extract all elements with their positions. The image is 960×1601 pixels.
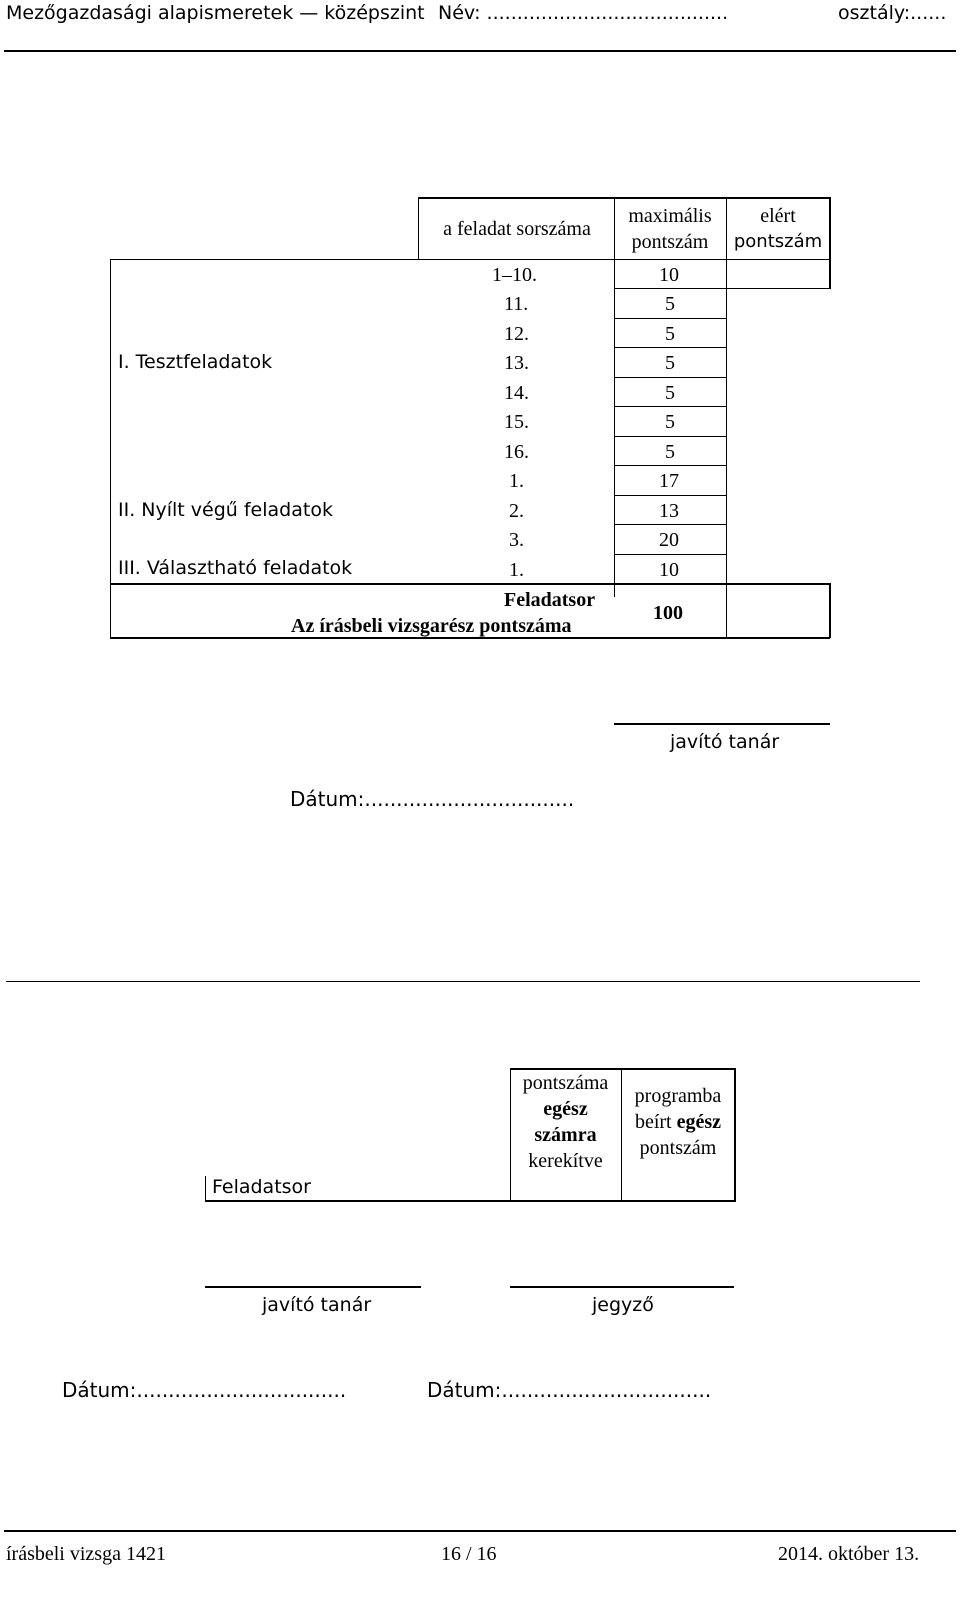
rounded-score-header-2: egész: [543, 1098, 588, 1120]
entered-score-header-2a: beírt: [634, 1111, 672, 1133]
group-label-tests: I. Tesztfeladatok: [118, 351, 273, 373]
task-number: 2.: [509, 500, 524, 522]
col-max-points-1: maximális: [628, 205, 712, 227]
col-achieved-1: elért: [760, 205, 796, 227]
max-points: 5: [665, 411, 675, 433]
header-rule: [4, 50, 956, 52]
grader-signature-label: javító tanár: [670, 731, 780, 753]
section-separator: [6, 981, 920, 982]
max-points: 5: [665, 323, 675, 345]
max-points: 5: [665, 293, 675, 315]
task-number: 13.: [504, 352, 529, 374]
task-number: 1–10.: [492, 264, 537, 286]
notary-signature-label: jegyző: [592, 1294, 654, 1316]
entered-score-header-3: pontszám: [639, 1137, 717, 1159]
second-table-row-label: Feladatsor: [212, 1176, 311, 1198]
header-subject: Mezőgazdasági alapismeretek — középszint: [6, 2, 425, 24]
task-number: 15.: [504, 411, 529, 433]
task-number: 14.: [504, 382, 529, 404]
max-points: 10: [659, 559, 679, 581]
grader-signature-line: [614, 723, 830, 725]
task-number: 11.: [504, 293, 529, 315]
date-field-1: Dátum:.................................: [290, 787, 575, 811]
footer-exam: írásbeli vizsga 1421: [6, 1543, 166, 1565]
max-points: 10: [659, 264, 679, 286]
task-number: 1.: [509, 470, 524, 492]
entered-score-header-2b: egész: [676, 1111, 722, 1133]
group-label-open-tasks: II. Nyílt végű feladatok: [118, 499, 333, 521]
max-points: 17: [659, 470, 679, 492]
max-points: 20: [659, 529, 679, 551]
col-achieved-2: pontszám: [733, 231, 823, 252]
task-number: 3.: [509, 529, 524, 551]
rounded-score-header-3: számra: [534, 1124, 597, 1146]
footer-page-number: 16 / 16: [441, 1543, 497, 1565]
task-number: 1.: [509, 559, 524, 581]
header-name-field: Név: ........................................: [438, 2, 729, 24]
group-label-optional-tasks: III. Választható feladatok: [118, 557, 353, 579]
total-label-1: Feladatsor: [504, 589, 596, 611]
date-field-2: Dátum:.................................: [62, 1378, 347, 1402]
rounded-score-header-1: pontszáma: [522, 1072, 609, 1094]
date-field-3: Dátum:.................................: [427, 1378, 712, 1402]
header-class-field: osztály:......: [838, 2, 947, 24]
max-points: 5: [665, 441, 675, 463]
footer-rule: [4, 1530, 956, 1532]
col-max-points-2: pontszám: [631, 231, 709, 253]
footer-date: 2014. október 13.: [778, 1543, 920, 1565]
task-number: 16.: [504, 441, 529, 463]
grader-signature-label-2: javító tanár: [262, 1294, 372, 1316]
entered-score-header-1: programba: [634, 1085, 722, 1107]
task-number: 12.: [504, 323, 529, 345]
grader-signature-line-2: [205, 1286, 421, 1288]
col-task-number: a feladat sorszáma: [443, 218, 591, 240]
rounded-score-header-4: kerekítve: [528, 1150, 603, 1172]
notary-signature-line: [510, 1286, 734, 1288]
entered-score-header-2: [622, 1109, 734, 1135]
total-label-2: Az írásbeli vizsgarész pontszáma: [291, 615, 572, 637]
max-points: 5: [665, 382, 675, 404]
total-max-points: 100: [653, 602, 683, 624]
max-points: 13: [659, 500, 679, 522]
max-points: 5: [665, 352, 675, 374]
